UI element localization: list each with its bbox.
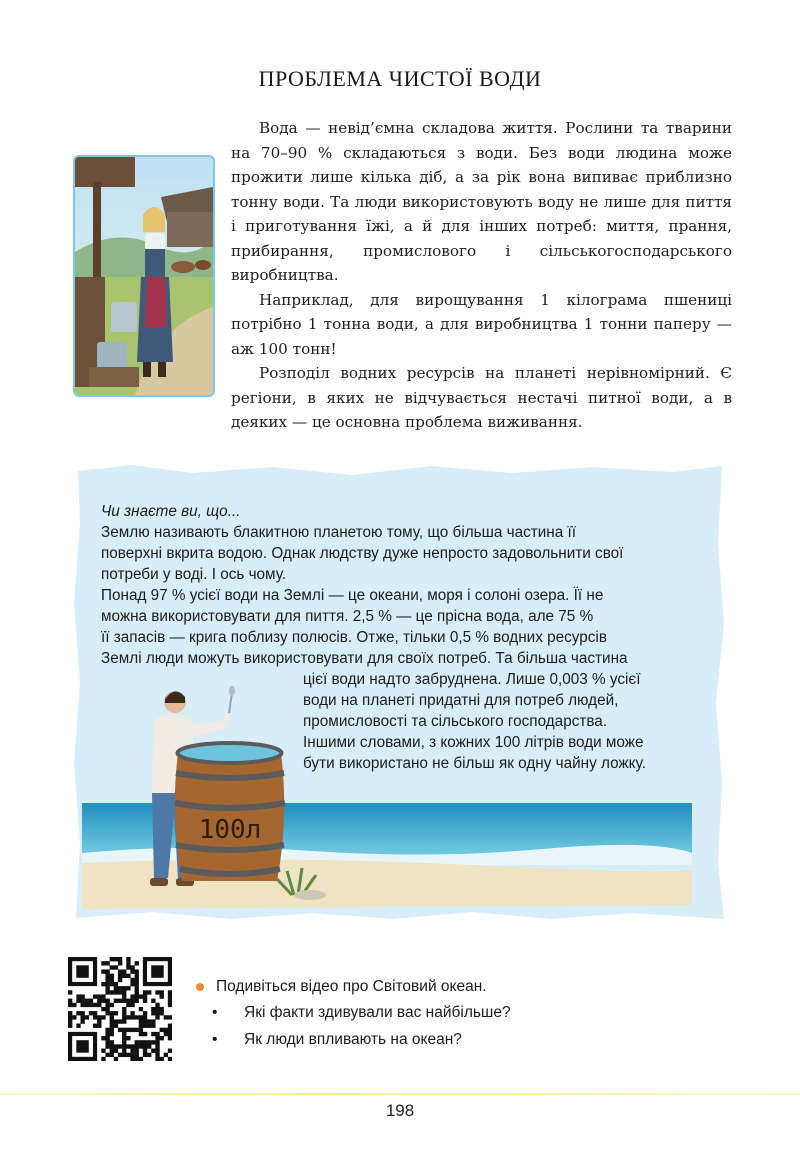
task-question	[196, 1004, 696, 1029]
intro-paragraph: Розподіл водних ресурсів на планеті нерівномірний. Є регіони, в яких не відчувається нестачі питної води, а в деяких — це основна проблема виживання.	[231, 364, 732, 431]
task-main-text: Подивіться відео про Світовий океан.	[216, 978, 487, 995]
fact-line: промисловості та сільського господарства.	[303, 713, 608, 730]
task-question-text: Які факти здивували вас найбільше?	[244, 1004, 511, 1021]
bullet-icon: •	[212, 1031, 218, 1048]
beach-barrel-illustration	[72, 673, 726, 921]
fact-line: Землю називають блакитною планетою тому, що більша частина її	[101, 524, 577, 541]
footer-divider	[0, 1093, 800, 1095]
task-question	[196, 1031, 696, 1056]
bullet-icon: •	[212, 1004, 218, 1021]
fact-line: поверхні вкрита водою. Однак людству дуже непросто задовольнити свої	[101, 545, 624, 562]
barrel-label: 100л	[198, 815, 262, 845]
page-title: ПРОБЛЕМА ЧИСТОЇ ВОДИ	[258, 66, 542, 91]
fact-line: Землі люди можуть використовувати для своїх потреб. Та більша частина	[101, 650, 628, 667]
task-question-text: Як люди впливають на океан?	[244, 1031, 462, 1048]
fact-line: бути використано не більш як одну чайну ложку.	[303, 755, 646, 772]
fact-line: потреби у воді. І ось чому.	[101, 566, 287, 583]
fact-heading: Чи знаєте ви, що...	[101, 503, 241, 520]
fact-line: води на планеті придатні для потреб людей,	[303, 692, 619, 709]
video-tasks	[196, 978, 696, 1056]
page-number: 198	[385, 1101, 415, 1120]
girl-at-well-illustration	[73, 155, 215, 397]
fact-line: цієї води надто забруднена. Лише 0,003 % усієї	[303, 671, 641, 688]
fact-line: її запасів — крига поблизу полюсів. Отже, тільки 0,5 % водних ресурсів	[101, 629, 607, 646]
fact-line: можна використовувати для пиття. 2,5 % — це прісна вода, але 75 %	[101, 608, 594, 625]
fact-line: Іншими словами, з кожних 100 літрів води може	[303, 734, 644, 751]
intro-paragraph: Вода — невід’ємна складова життя. Рослини та тварини на 70–90 % складаються з води. Без води людина може прожити лише кілька діб, а за рік вона випиває приблизно тонну води. Та люди використовують воду не лише для пиття і приготування їжі, а й для інших потреб: миття, прання, прибирання, промислового і сільськогосподарського виробництва.	[231, 119, 732, 284]
intro-paragraph: Наприклад, для вирощування 1 кілограма пшениці потрібно 1 тонна води, а для виробництва 1 тонни паперу — аж 100 тонн!	[231, 290, 732, 358]
task-main	[196, 978, 696, 1002]
did-you-know-box	[72, 463, 726, 921]
orange-bullet-icon	[196, 983, 204, 991]
intro-text	[231, 116, 732, 435]
qr-code[interactable]	[68, 957, 172, 1061]
fact-line: Понад 97 % усієї води на Землі — це океани, моря і солоні озера. Її не	[101, 587, 604, 604]
